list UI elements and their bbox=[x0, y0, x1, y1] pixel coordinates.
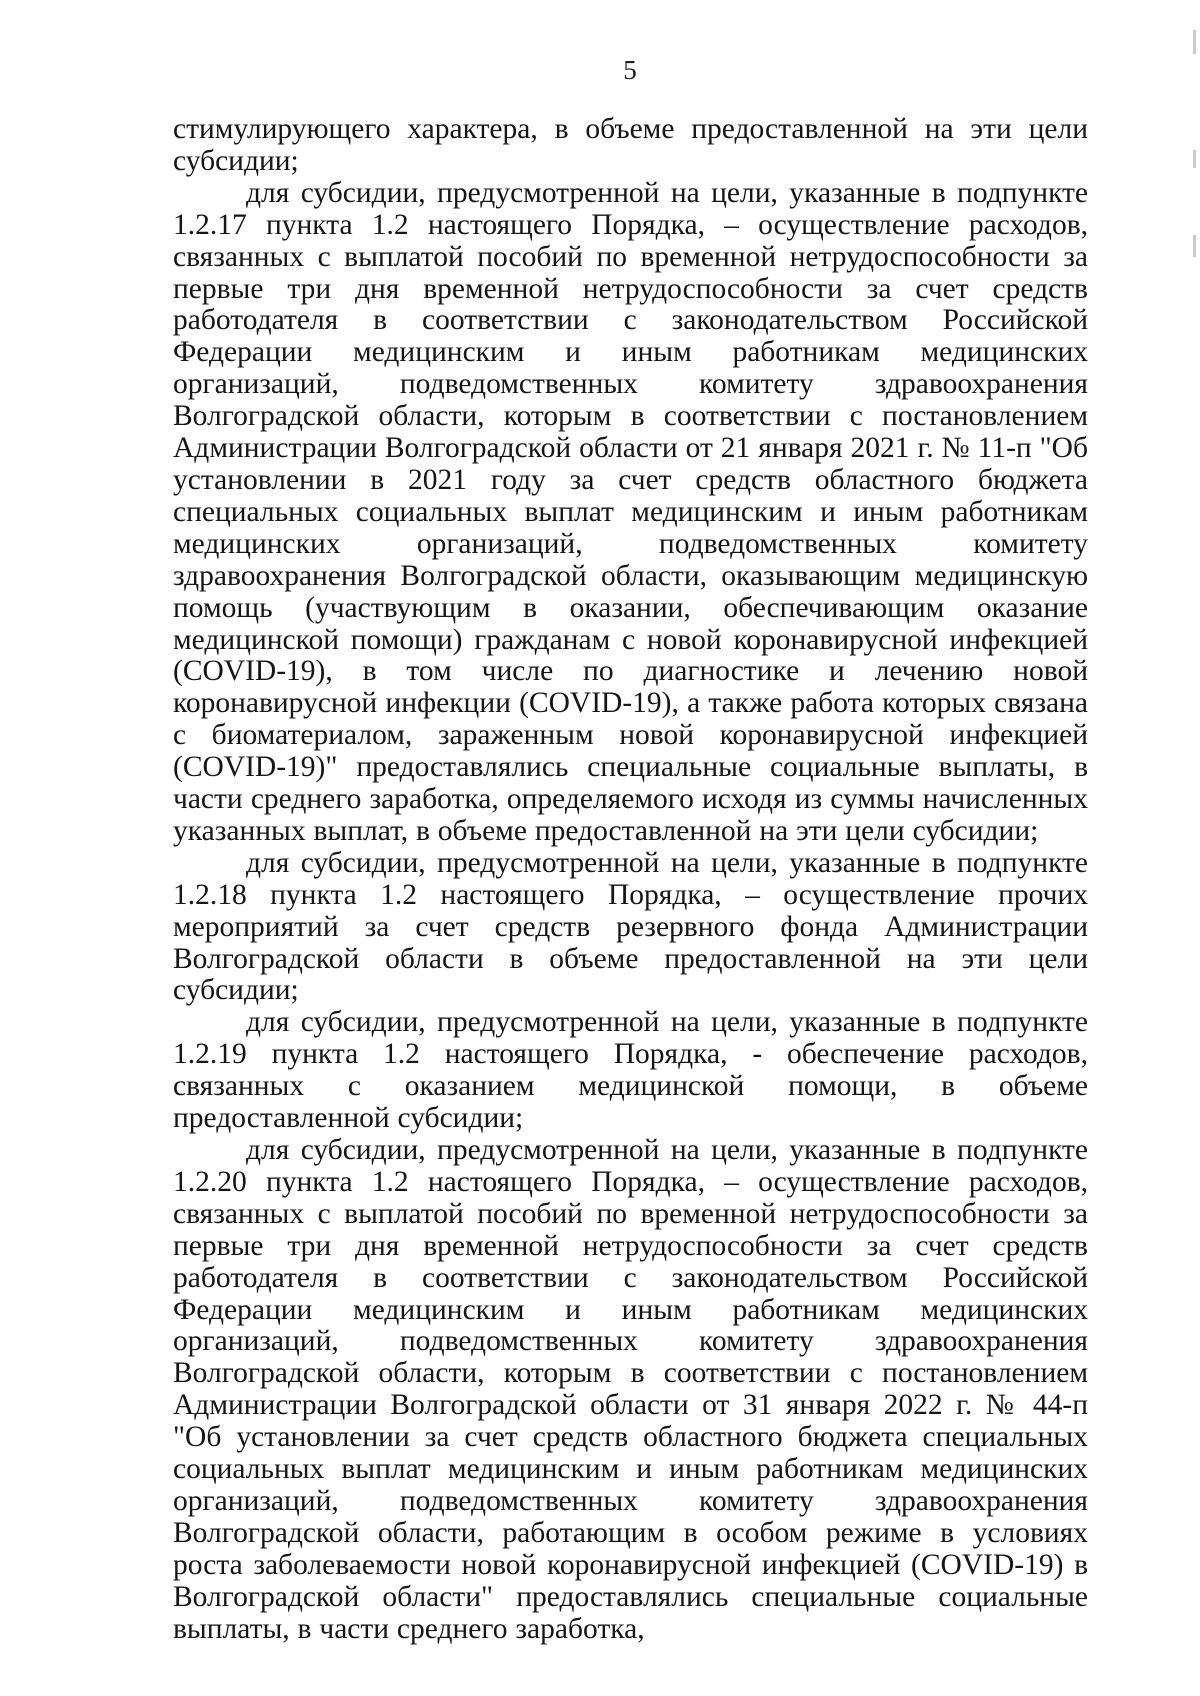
scan-edge-mark bbox=[1193, 235, 1196, 257]
paragraph: для субсидии, предусмотренной на цели, указанные в подпункте 1.2.20 пункта 1.2 настоящего Порядка, – осуществление расходов, связанных с выплатой пособий по временной нетрудоспособности за первые три дня временной нетрудоспособности за счет средств работодателя в соответствии с законодательством Российской Федерации медицинским и иным работникам медицинских организаций, подведомственных комитету здравоохранения Волгоградской области, которым в соответствии с постановлением Администрации Волгоградской области от 31 января 2022 г. № 44-п "Об установлении за счет средств областного бюджета специальных социальных выплат медицинским и иным работникам медицинских организаций, подведомственных комитету здравоохранения Волгоградской области, работающим в особом режиме в условиях роста заболеваемости новой коронавирусной инфекцией (COVID-19) в Волгоградской области" предоставлялись специальные социальные выплаты, в части среднего заработка, bbox=[173, 1134, 1088, 1645]
body-text bbox=[173, 114, 1088, 1646]
page-number: 5 bbox=[623, 55, 637, 85]
paragraph: стимулирующего характера, в объеме предоставленной на эти цели субсидии; bbox=[173, 113, 1088, 177]
paragraph: для субсидии, предусмотренной на цели, указанные в подпункте 1.2.19 пункта 1.2 настоящего Порядка, - обеспечение расходов, связанных с оказанием медицинской помощи, в объеме предоставленной субсидии; bbox=[173, 1006, 1088, 1135]
scan-edge-mark bbox=[1193, 150, 1196, 168]
scan-edge-mark bbox=[1193, 30, 1196, 54]
paragraph: для субсидии, предусмотренной на цели, указанные в подпункте 1.2.17 пункта 1.2 настоящего Порядка, – осуществление расходов, связанных с выплатой пособий по временной нетрудоспособности за первые три дня временной нетрудоспособности за счет средств работодателя в соответствии с законодательством Российской Федерации медицинским и иным работникам медицинских организаций, подведомственных комитету здравоохранения Волгоградской области, которым в соответствии с постановлением Администрации Волгоградской области от 21 января 2021 г. № 11-п "Об установлении в 2021 году за счет средств областного бюджета специальных социальных выплат медицинским и иным работникам медицинских организаций, подведомственных комитету здравоохранения Волгоградской области, оказывающим медицинскую помощь (участвующим в оказании, обеспечивающим оказание медицинской помощи) гражданам с новой коронавирусной инфекцией (COVID-19), в том числе по диагностике и лечению новой коронавирусной инфекции (COVID-19), а также работа которых связана с биоматериалом, зараженным новой коронавирусной инфекцией (COVID-19)" предоставлялись специальные социальные выплаты, в части среднего заработка, определяемого исходя из суммы начисленных указанных выплат, в объеме предоставленной на эти цели субсидии; bbox=[173, 176, 1088, 847]
paragraph: для субсидии, предусмотренной на цели, указанные в подпункте 1.2.18 пункта 1.2 настоящего Порядка, – осуществление прочих мероприятий за счет средств резервного фонда Администрации Волгоградской области в объеме предоставленной на эти цели субсидии; bbox=[173, 846, 1088, 1007]
